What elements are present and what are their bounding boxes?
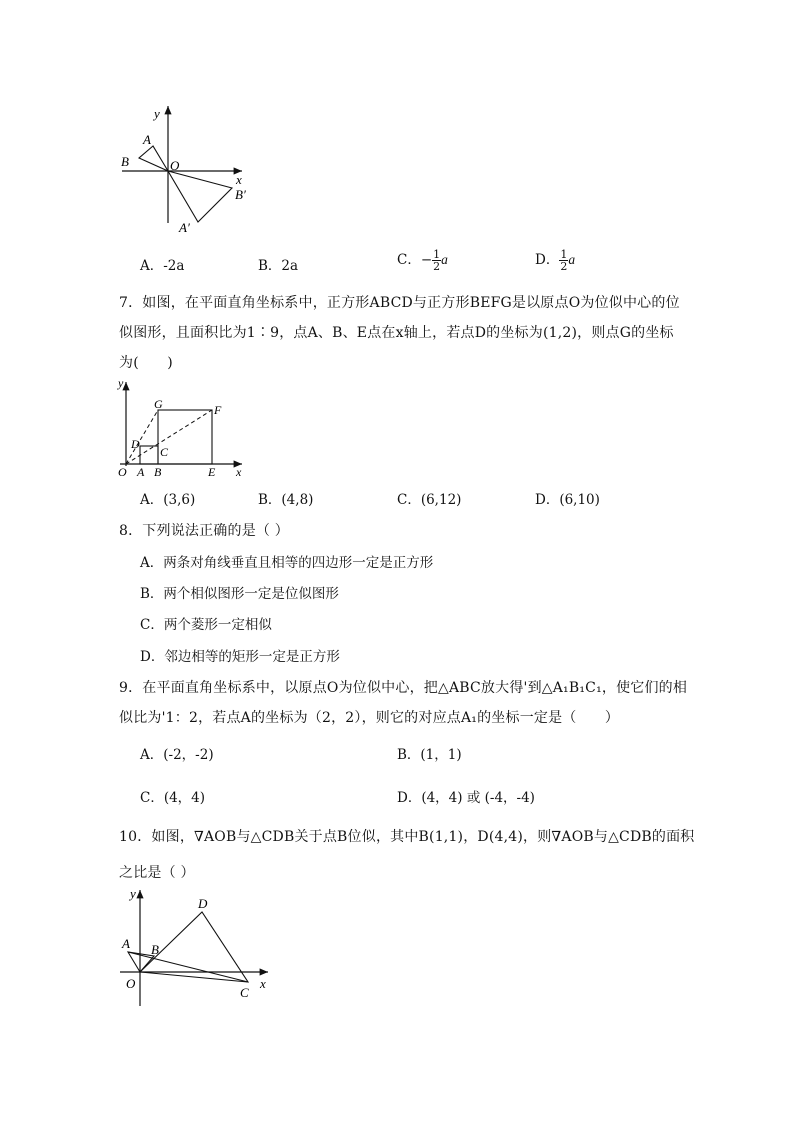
q7-label-y: y (118, 376, 124, 390)
q7-stem-line3: 为( ) (119, 355, 173, 371)
q8-option-c[interactable]: C．两个菱形一定相似 (140, 617, 272, 633)
q7-stem-line2: 似图形，且面积比为1∶9，点A、B、E点在x轴上，若点D的坐标为(1,2)，则点G的坐标 (119, 325, 674, 341)
q10-label-d: D (198, 896, 208, 911)
q6-option-c-prefix: C．− (397, 252, 433, 268)
q7-label-b: B (154, 465, 162, 479)
q7-label-c: C (160, 445, 169, 459)
q8-option-b[interactable]: B．两个相似图形一定是位似图形 (140, 586, 339, 602)
q7-label-f: F (214, 403, 222, 417)
q6-label-y: y (154, 106, 160, 121)
q7-label-a: A (137, 465, 145, 479)
q10-line-ac (128, 952, 248, 982)
q10-stem-line1: 10．如图，∇AOB与△CDB关于点B位似，其中B(1,1)，D(4,4)，则∇AOB与△CDB的面积 (119, 829, 695, 845)
q9-stem-line1: 9．在平面直角坐标系中，以原点O为位似中心，把△ABC放大得'到△A₁B₁C₁，使它们的相 (119, 680, 688, 696)
q6-option-a[interactable]: A．-2a (140, 258, 185, 274)
q8-option-d[interactable]: D．邻边相等的矩形一定是正方形 (140, 649, 340, 665)
q7-stem-line1: 7．如图，在平面直角坐标系中，正方形ABCD与正方形BEFG是以原点O为位似中心的位 (119, 295, 680, 311)
q10-label-o: O (126, 976, 136, 991)
q6-label-o: O (170, 158, 180, 173)
q6-label-bprime: B′ (235, 187, 246, 202)
q9-option-a[interactable]: A．(-2，-2) (140, 747, 214, 763)
q6-label-x: x (236, 172, 242, 187)
q7-figure (112, 376, 252, 480)
q9-option-b[interactable]: B．(1，1) (397, 747, 462, 763)
q10-label-y: y (130, 886, 136, 901)
q10-label-c: C (240, 985, 249, 1000)
q10-label-b: B (151, 942, 159, 957)
q6-option-b[interactable]: B．2a (258, 258, 299, 274)
q10-figure (112, 884, 282, 1014)
q10-stem-line2: 之比是（ ） (119, 865, 195, 881)
q6-option-c[interactable] (397, 248, 448, 272)
q7-label-d: D (131, 437, 140, 451)
q6-option-d-prefix: D． (535, 252, 560, 268)
q6-figure (112, 98, 272, 243)
q7-option-b[interactable]: B．(4,8) (258, 492, 314, 508)
q7-option-d[interactable]: D．(6,10) (535, 492, 600, 508)
q6-triangle-aob (139, 146, 168, 171)
q10-label-x: x (260, 976, 266, 991)
q6-option-d-var: a (568, 252, 576, 267)
q6-option-d[interactable] (535, 248, 575, 272)
q6-option-d-fraction: $\frac{1}{2}$ (560, 248, 568, 273)
q6-option-c-var: a (441, 252, 448, 267)
q10-label-a: A (122, 936, 130, 951)
q9-stem-line2: 似比为'1：2，若点A的坐标为（2，2），则它的对应点A₁的坐标一定是（ ） (119, 710, 620, 726)
q7-square-abcd (140, 446, 158, 464)
q6-label-aprime: A′ (179, 220, 190, 235)
q6-triangle-aprime-oprime (168, 171, 232, 222)
q6-option-c-fraction: $\frac{1}{2}$ (433, 248, 441, 273)
q8-option-a[interactable]: A．两条对角线垂直且相等的四边形一定是正方形 (140, 555, 434, 571)
q6-label-a: A (143, 132, 151, 147)
q7-label-g: G (154, 397, 163, 411)
q8-stem: 8．下列说法正确的是（ ） (119, 523, 289, 539)
q7-label-e: E (208, 465, 216, 479)
q7-label-o: O (118, 465, 127, 479)
q7-option-a[interactable]: A．(3,6) (140, 492, 196, 508)
q7-label-x: x (236, 465, 242, 479)
q6-label-b: B (121, 154, 129, 169)
q9-option-d[interactable]: D．(4，4) 或 (-4，-4) (397, 790, 535, 806)
q9-option-c[interactable]: C．(4，4) (140, 790, 206, 806)
q7-option-c[interactable]: C．(6,12) (397, 492, 462, 508)
